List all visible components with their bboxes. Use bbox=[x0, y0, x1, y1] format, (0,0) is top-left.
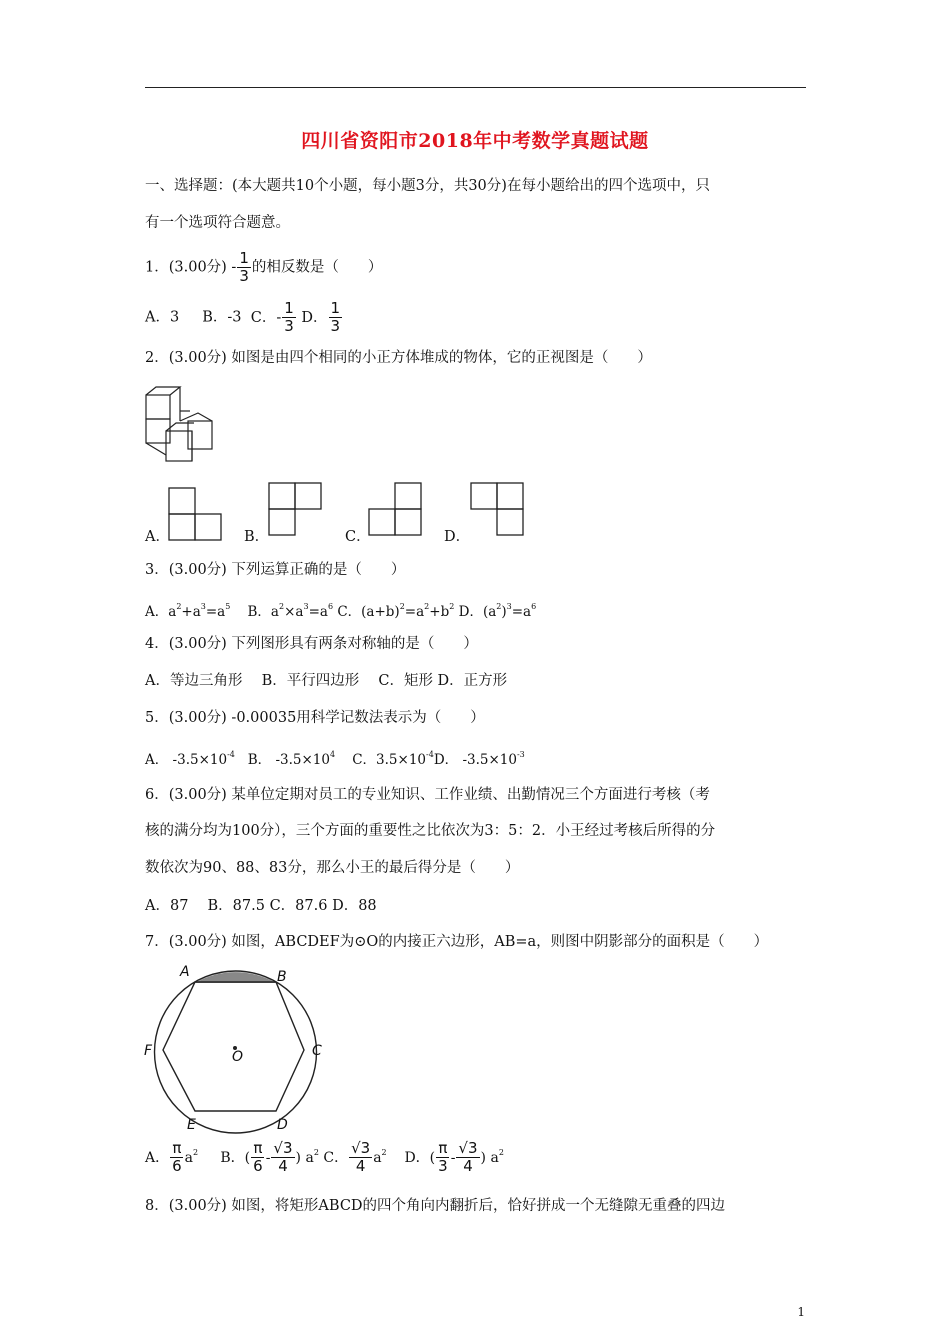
question-2-option-d[interactable]: D． bbox=[444, 529, 471, 545]
question-2-stem: 2．(3.00分) 如图是由四个相同的小正方体堆成的物体，它的正视图是（ ） bbox=[145, 350, 652, 366]
label-d: D bbox=[277, 1117, 288, 1133]
option-c[interactable]: C．- $\frac{1}{3}$ bbox=[250, 299, 294, 335]
option-b[interactable]: B．( $\frac{\pi}{6}$ - $\frac{√3}{4}$ ) $a^2$ bbox=[220, 1139, 319, 1175]
question-7-options bbox=[145, 1140, 504, 1175]
label-b: B bbox=[277, 969, 287, 985]
question-1-options bbox=[145, 300, 343, 335]
label-o: O bbox=[232, 1049, 244, 1065]
option-a[interactable]: A． $\frac{\pi}{6}$ $a^2$ bbox=[145, 1139, 199, 1175]
fraction: $\frac{1}{3}$ bbox=[239, 249, 249, 285]
question-3-options bbox=[145, 597, 536, 622]
question-4-stem: 4．(3.00分) 下列图形具有两条对称轴的是（ ） bbox=[145, 636, 478, 652]
question-2-option-c[interactable]: C． bbox=[345, 529, 371, 545]
option-a[interactable]: A．3 bbox=[145, 309, 180, 326]
option-d[interactable]: D．( $\frac{\pi}{3}$ - $\frac{√3}{4}$ ) $a^2$ bbox=[404, 1139, 504, 1175]
section-intro-line1: 一、选择题：(本大题共10个小题，每小题3分，共30分)在每小题给出的四个选项中，只 bbox=[145, 178, 710, 194]
question-6-line1: 6．(3.00分) 某单位定期对员工的专业知识、工作业绩、出勤情况三个方面进行考核（考 bbox=[145, 787, 710, 803]
option-a-figure bbox=[168, 487, 222, 541]
option-d[interactable]: D．$(a^2)^3=a^6$ bbox=[458, 602, 537, 620]
option-c[interactable]: C．$(a+b)^2=a^2+b^2$ bbox=[337, 602, 455, 620]
question-2-option-b[interactable]: B． bbox=[244, 529, 270, 545]
header-rule bbox=[145, 87, 806, 88]
question-8-stem: 8．(3.00分) 如图，将矩形ABCD的四个角向内翻折后，恰好拼成一个无缝隙无重叠的四边 bbox=[145, 1198, 726, 1214]
hexagon-circle-figure bbox=[140, 962, 335, 1137]
option-d[interactable]: D． $\frac{1}{3}$ bbox=[301, 299, 341, 335]
question-4-options[interactable]: A．等边三角形 B．平行四边形 C．矩形 D．正方形 bbox=[145, 673, 508, 689]
question-5-stem: 5．(3.00分) -0.00035用科学记数法表示为（ ） bbox=[145, 710, 485, 726]
option-d-figure bbox=[470, 482, 524, 536]
question-1-stem: 1．(3.00分) - $\frac{1}{3}$ 的相反数是（ ） bbox=[145, 249, 383, 285]
question-2-option-a[interactable]: A． bbox=[145, 529, 170, 545]
label-f: F bbox=[144, 1043, 153, 1059]
question-5-options[interactable]: A． $-3.5\times 10^{-4}$ B． $-3.5\times 10^4$ C．$3.5\times 10^{-4}D$． $-3.5\times 10^{-3}$ bbox=[145, 750, 525, 768]
question-7-stem: 7．(3.00分) 如图，ABCDEF为⊙O的内接正六边形，AB=a，则图中阴影部分的面积是（ ） bbox=[145, 934, 769, 950]
label-e: E bbox=[187, 1117, 196, 1133]
option-b[interactable]: B．-3 bbox=[202, 309, 242, 326]
option-b[interactable]: B．$a^2\times a^3=a^6$ bbox=[247, 602, 334, 620]
question-6-options[interactable]: A．87 B．87.5 C．87.6 D．88 bbox=[145, 898, 377, 914]
option-a[interactable]: A．$a^2+a^3=a^5$ bbox=[145, 602, 231, 620]
question-6-line3: 数依次为90、88、83分，那么小王的最后得分是（ ） bbox=[145, 860, 520, 876]
question-3-stem: 3．(3.00分) 下列运算正确的是（ ） bbox=[145, 562, 406, 578]
cube-stack-figure bbox=[142, 385, 217, 465]
page-number: 1 bbox=[797, 1305, 805, 1319]
label-c: C bbox=[312, 1043, 322, 1059]
option-c-figure bbox=[368, 482, 422, 536]
question-6-line2: 核的满分均为100分），三个方面的重要性之比依次为3：5：2．小王经过考核后所得的分 bbox=[145, 823, 716, 839]
option-b-figure bbox=[268, 482, 322, 536]
page-title: 四川省资阳市2018年中考数学真题试题 bbox=[301, 130, 649, 152]
option-c[interactable]: C． $\frac{√3}{4}$ $a^2$ bbox=[323, 1139, 387, 1175]
section-intro-line2: 有一个选项符合题意。 bbox=[145, 215, 290, 231]
label-a: A bbox=[180, 964, 190, 980]
